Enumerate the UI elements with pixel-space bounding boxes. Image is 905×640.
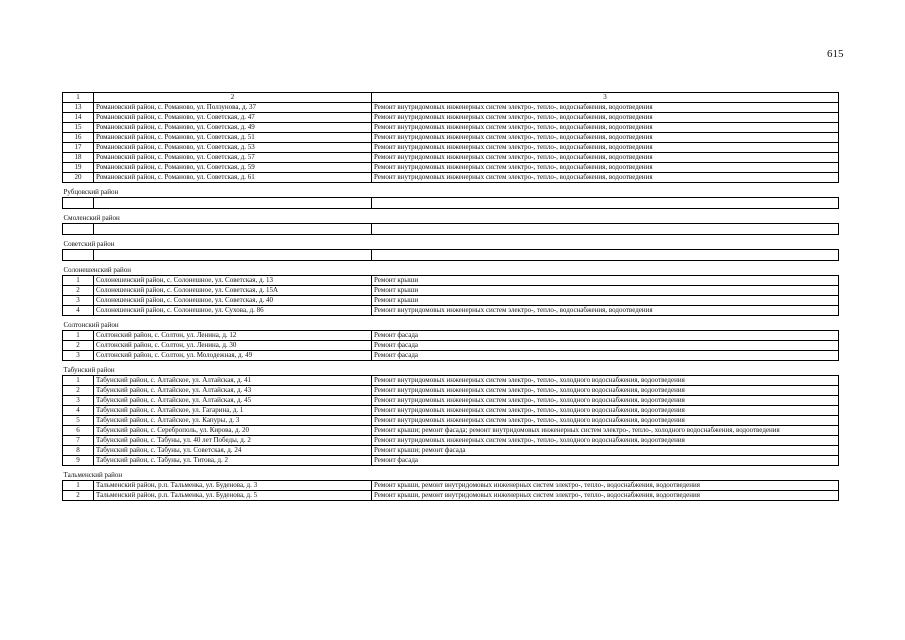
table-row	[63, 331, 839, 341]
row-address: Табунский район, с. Алтайское, ул. Гагарина, д. 1	[94, 406, 372, 416]
table-row	[63, 351, 839, 361]
table-row	[63, 163, 839, 173]
row-work-type: Ремонт внутридомовых инженерных систем электро-, тепло-, водоснабжения, водоотведения	[372, 123, 839, 133]
table-row	[63, 286, 839, 296]
row-work-type: Ремонт фасада	[372, 331, 839, 341]
row-work-type: Ремонт фасада	[372, 456, 839, 466]
row-number: 13	[63, 103, 94, 113]
district-name: Тальменский район	[63, 466, 839, 481]
row-address: Тальменский район, р.п. Тальменка, ул. Буденова, д. 3	[94, 481, 372, 491]
district-header-row	[63, 261, 839, 276]
row-number: 3	[63, 396, 94, 406]
row-number: 19	[63, 163, 94, 173]
table-row	[63, 276, 839, 286]
table-row	[63, 296, 839, 306]
row-number	[63, 198, 94, 209]
row-address: Романовский район, с. Романово, ул. Советская, д. 57	[94, 153, 372, 163]
row-work-type: Ремонт внутридомовых инженерных систем электро-, тепло-, водоснабжения, водоотведения	[372, 143, 839, 153]
row-number: 3	[63, 351, 94, 361]
row-number: 1	[63, 276, 94, 286]
row-address: Табунский район, с. Табуны, ул. Титова, д. 2	[94, 456, 372, 466]
row-work-type: Ремонт внутридомовых инженерных систем электро-, тепло-, холодного водоснабжения, водоотведения	[372, 406, 839, 416]
row-work-type: Ремонт внутридомовых инженерных систем электро-, тепло-, холодного водоснабжения, водоотведения	[372, 386, 839, 396]
district-header-row	[63, 316, 839, 331]
table-row	[63, 416, 839, 426]
row-address: Табунский район, с. Табуны, ул. Советская, д. 24	[94, 446, 372, 456]
table-row	[63, 173, 839, 183]
column-number: 1	[63, 93, 94, 103]
repair-register-table	[62, 92, 839, 501]
row-work-type: Ремонт внутридомовых инженерных систем электро-, тепло-, водоснабжения, водоотведения	[372, 163, 839, 173]
table-row	[63, 396, 839, 406]
row-address: Романовский район, с. Романово, ул. Советская, д. 59	[94, 163, 372, 173]
row-number	[63, 250, 94, 261]
row-address: Романовский район, с. Романово, ул. Советская, д. 49	[94, 123, 372, 133]
row-number: 9	[63, 456, 94, 466]
row-work-type: Ремонт внутридомовых инженерных систем электро-, тепло-, водоснабжения, водоотведения	[372, 113, 839, 123]
empty-table-row	[63, 224, 839, 235]
row-number: 1	[63, 376, 94, 386]
table-row	[63, 123, 839, 133]
row-work-type	[372, 198, 839, 209]
district-header-row	[63, 209, 839, 224]
district-name: Смоленский район	[63, 209, 839, 224]
row-work-type: Ремонт крыши	[372, 286, 839, 296]
row-work-type: Ремонт внутридомовых инженерных систем электро-, тепло-, водоснабжения, водоотведения	[372, 153, 839, 163]
row-number: 1	[63, 331, 94, 341]
row-address: Табунский район, с. Алтайское, ул. Алтайская, д. 43	[94, 386, 372, 396]
row-number: 2	[63, 286, 94, 296]
table-row	[63, 446, 839, 456]
row-address	[94, 224, 372, 235]
row-work-type: Ремонт фасада	[372, 351, 839, 361]
district-name: Рубцовский район	[63, 183, 839, 198]
row-number: 20	[63, 173, 94, 183]
row-address	[94, 198, 372, 209]
row-work-type: Ремонт внутридомовых инженерных систем электро-, тепло-, холодного водоснабжения, водоотведения	[372, 436, 839, 446]
row-address	[94, 250, 372, 261]
row-address: Солтонский район, с. Солтон, ул. Ленина, д. 12	[94, 331, 372, 341]
row-number: 7	[63, 436, 94, 446]
district-name: Табунский район	[63, 361, 839, 376]
row-work-type: Ремонт внутридомовых инженерных систем электро-, тепло-, водоснабжения, водоотведения	[372, 133, 839, 143]
table-row	[63, 143, 839, 153]
row-address: Тальменский район, р.п. Тальменка, ул. Буденова, д. 5	[94, 491, 372, 501]
table-row	[63, 376, 839, 386]
table-row	[63, 456, 839, 466]
table-row	[63, 491, 839, 501]
row-work-type: Ремонт крыши; ремонт фасада; ремонт внутридомовых инженерных систем электро-, тепло-, холодного водоснабжения, водоотведения	[372, 426, 839, 436]
row-address: Солонешенский район, с. Солонешное, ул. Советская, д. 40	[94, 296, 372, 306]
row-number: 15	[63, 123, 94, 133]
table-row	[63, 103, 839, 113]
table-row	[63, 306, 839, 316]
table-row	[63, 341, 839, 351]
row-work-type	[372, 250, 839, 261]
row-number: 6	[63, 426, 94, 436]
row-address: Романовский район, с. Романово, ул. Советская, д. 47	[94, 113, 372, 123]
row-number: 5	[63, 416, 94, 426]
row-number: 2	[63, 491, 94, 501]
row-address: Романовский район, с. Романово, ул. Советская, д. 51	[94, 133, 372, 143]
row-work-type: Ремонт внутридомовых инженерных систем электро-, тепло-, холодного водоснабжения, водоотведения	[372, 416, 839, 426]
row-work-type: Ремонт внутридомовых инженерных систем электро-, тепло-, водоснабжения, водоотведения	[372, 306, 839, 316]
row-number: 3	[63, 296, 94, 306]
table-row	[63, 481, 839, 491]
column-number: 3	[372, 93, 839, 103]
column-number: 2	[94, 93, 372, 103]
empty-table-row	[63, 198, 839, 209]
table-row	[63, 406, 839, 416]
row-address: Солонешенский район, с. Солонешное, ул. Советская, д. 13	[94, 276, 372, 286]
column-numbers-row	[63, 93, 839, 103]
row-address: Романовский район, с. Романово, ул. Советская, д. 61	[94, 173, 372, 183]
district-name: Солонешенский район	[63, 261, 839, 276]
row-number	[63, 224, 94, 235]
row-work-type: Ремонт внутридомовых инженерных систем электро-, тепло-, холодного водоснабжения, водоотведения	[372, 376, 839, 386]
row-number: 8	[63, 446, 94, 456]
table-row	[63, 153, 839, 163]
district-header-row	[63, 361, 839, 376]
row-address: Солтонский район, с. Солтон, ул. Молодежная, д. 49	[94, 351, 372, 361]
table-row	[63, 133, 839, 143]
row-work-type: Ремонт крыши	[372, 276, 839, 286]
district-header-row	[63, 235, 839, 250]
row-work-type: Ремонт крыши; ремонт фасада	[372, 446, 839, 456]
row-number: 1	[63, 481, 94, 491]
row-address: Табунский район, с. Алтайское, ул. Алтайская, д. 41	[94, 376, 372, 386]
table-row	[63, 113, 839, 123]
row-number: 16	[63, 133, 94, 143]
table-row	[63, 426, 839, 436]
row-number: 18	[63, 153, 94, 163]
row-work-type: Ремонт крыши	[372, 296, 839, 306]
row-address: Солтонский район, с. Солтон, ул. Ленина, д. 30	[94, 341, 372, 351]
row-work-type	[372, 224, 839, 235]
table-row	[63, 386, 839, 396]
district-name: Советский район	[63, 235, 839, 250]
row-address: Табунский район, с. Алтайское, ул. Алтайская, д. 45	[94, 396, 372, 406]
row-address: Романовский район, с. Романово, ул. Ползунова, д. 37	[94, 103, 372, 113]
row-address: Романовский район, с. Романово, ул. Советская, д. 53	[94, 143, 372, 153]
row-work-type: Ремонт внутридомовых инженерных систем электро-, тепло-, водоснабжения, водоотведения	[372, 173, 839, 183]
row-number: 4	[63, 406, 94, 416]
row-number: 2	[63, 386, 94, 396]
table-row	[63, 436, 839, 446]
district-header-row	[63, 466, 839, 481]
page-number: 615	[827, 48, 844, 60]
empty-table-row	[63, 250, 839, 261]
row-work-type: Ремонт крыши, ремонт внутридомовых инженерных систем электро-, тепло-, водоснабжения, водоотведения	[372, 481, 839, 491]
district-name: Солтонский район	[63, 316, 839, 331]
row-number: 17	[63, 143, 94, 153]
row-address: Табунский район, с. Сереброполь, ул. Кирова, д. 20	[94, 426, 372, 436]
district-header-row	[63, 183, 839, 198]
row-number: 2	[63, 341, 94, 351]
row-work-type: Ремонт фасада	[372, 341, 839, 351]
row-address: Солонешенский район, с. Солонешное, ул. Сухова, д. 86	[94, 306, 372, 316]
row-address: Табунский район, с. Табуны, ул. 40 лет Победы, д. 2	[94, 436, 372, 446]
row-work-type: Ремонт крыши, ремонт внутридомовых инженерных систем электро-, тепло-, водоснабжения, водоотведения	[372, 491, 839, 501]
row-work-type: Ремонт внутридомовых инженерных систем электро-, тепло-, водоснабжения, водоотведения	[372, 103, 839, 113]
row-number: 14	[63, 113, 94, 123]
row-number: 4	[63, 306, 94, 316]
row-address: Табунский район, с. Алтайское, ул. Капуры, д. 3	[94, 416, 372, 426]
row-address: Солонешенский район, с. Солонешное, ул. Советская, д. 15А	[94, 286, 372, 296]
row-work-type: Ремонт внутридомовых инженерных систем электро-, тепло-, холодного водоснабжения, водоотведения	[372, 396, 839, 406]
